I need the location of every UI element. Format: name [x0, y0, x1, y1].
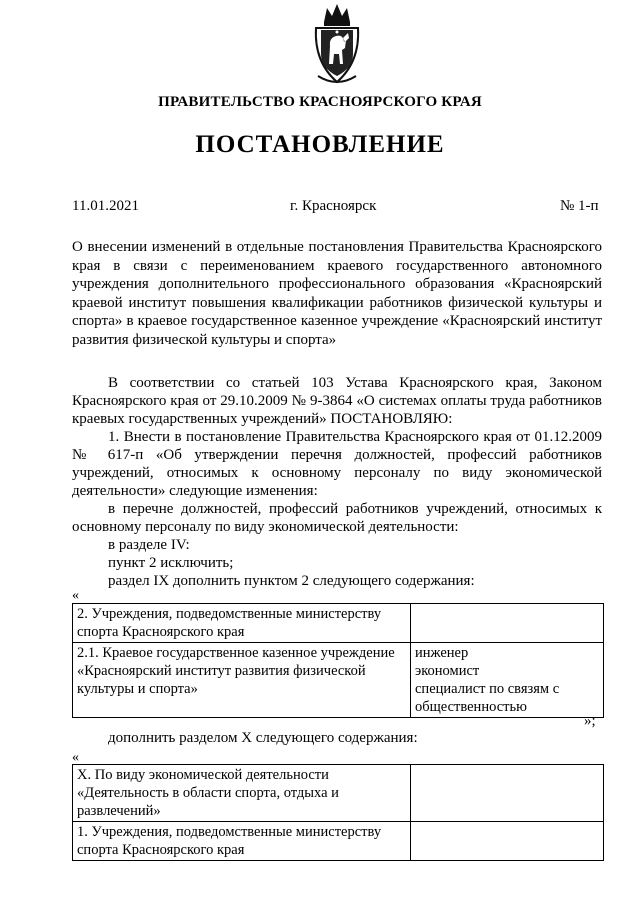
decree-subject: О внесении изменений в отдельные постановления Правительства Красноярского края в связи с переименованием краевого государственного автономного учреждения дополнительного профессионального образования «Красноярский краевой институт повышения квалификации работников физической культуры и спорта» в краевое государственное казенное учреждение «Красноярский институт развития физической культуры и спорта»: [72, 239, 602, 348]
position-pr-specialist: специалист по связям с общественностью: [415, 681, 560, 715]
table-cell: [411, 765, 604, 822]
open-quote-1: «: [72, 588, 79, 603]
decree-number: № 1-п: [560, 198, 599, 214]
section-4-line: в разделе IV:: [108, 537, 190, 553]
table-cell: 1. Учреждения, подведомственные министерству спорта Красноярского края: [73, 822, 411, 861]
table-cell: [411, 822, 604, 861]
table-row: [73, 765, 604, 822]
position-economist: экономист: [415, 663, 480, 679]
decree-date: 11.01.2021: [72, 198, 139, 214]
preamble-paragraph: В соответствии со статьей 103 Устава Красноярского края, Законом Красноярского края от 29.10.2009 № 9-3864 «О системах оплаты труда работников краевых государственных учреждений» ПОСТАНОВЛЯЮ:: [72, 375, 602, 427]
krasnoyarsk-coat-of-arms-icon: [312, 2, 362, 86]
government-name: ПРАВИТЕЛЬСТВО КРАСНОЯРСКОГО КРАЯ: [158, 94, 482, 110]
list-intro-paragraph: в перечне должностей, профессий работников учреждений, относимых к основному персоналу по виду экономической деятельности:: [72, 501, 602, 535]
item-1-paragraph: 1. Внести в постановление Правительства Красноярского края от 01.12.2009 № 617-п «Об утверждении перечня должностей, профессий работников учреждений, относимых к основному персоналу по виду экономической деятельности» следующие изменения:: [72, 429, 602, 499]
table-row: [73, 643, 604, 718]
table-cell: [411, 604, 604, 643]
section-10-line: дополнить разделом X следующего содержания:: [108, 730, 418, 746]
exclude-line: пункт 2 исключить;: [108, 555, 234, 571]
document-type-title: ПОСТАНОВЛЕНИЕ: [195, 131, 445, 158]
table-row: [73, 822, 604, 861]
table-section-10: [72, 764, 604, 861]
decree-body: [72, 374, 602, 602]
table-cell: [411, 643, 604, 718]
position-engineer: инженер: [415, 645, 469, 661]
close-quote-1: »;: [584, 713, 596, 729]
table-row: [73, 604, 604, 643]
decree-city: г. Красноярск: [290, 198, 377, 214]
open-quote-2: «: [72, 750, 79, 765]
table-section-9: [72, 603, 604, 718]
table-cell: 2. Учреждения, подведомственные министерству спорта Красноярского края: [73, 604, 411, 643]
table-cell: X. По виду экономической деятельности «Деятельность в области спорта, отдыха и развлечений»: [73, 765, 411, 822]
table-cell: 2.1. Краевое государственное казенное учреждение «Красноярский институт развития физической культуры и спорта»: [73, 643, 411, 718]
section-9-line: раздел IX дополнить пунктом 2 следующего содержания:: [108, 573, 475, 589]
